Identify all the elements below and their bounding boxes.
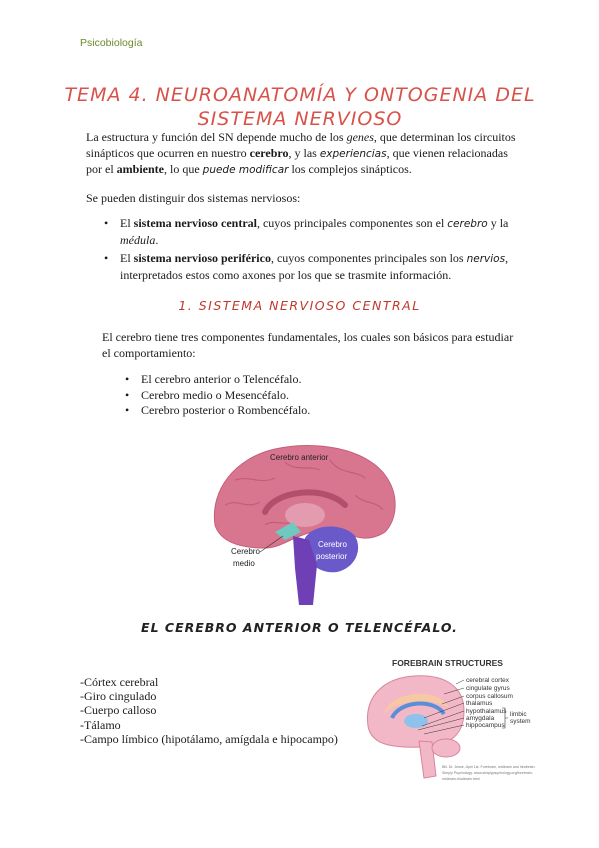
label-cerebro-posterior-2: posterior [316,552,348,561]
term-snc: sistema nervioso central [133,216,257,230]
forebrain-title: FOREBRAIN STRUCTURES [392,658,503,668]
list-item: -Giro cingulado [80,689,157,704]
forebrain-label: corpus callosum [466,693,513,700]
term-medula: médula [120,232,156,247]
intro-text: , y las [288,145,320,160]
list-item-peripheral [100,251,520,283]
item-text: El [120,251,134,265]
forebrain-structures-diagram [364,656,536,792]
term-genes: genes [346,130,374,144]
intro-text: , lo que [163,162,203,176]
list-item: -Campo límbico (hipotálamo, amígdala e hipocampo) [80,731,338,746]
intro-paragraph [86,130,516,179]
term-experiencias: experiencias [319,147,387,160]
forebrain-label: cerebral cortex [466,677,509,684]
item-text: , cuyos principales componentes son el [256,216,448,230]
forebrain-label: hippocampus [466,722,505,729]
label-cerebro-medio: Cerebro [231,547,260,556]
term-snp: sistema nervioso periférico [133,251,271,265]
item-text: El [120,216,134,230]
systems-intro: Se pueden distinguir dos sistemas nerviosos: [86,191,301,205]
list-item: -Tálamo [80,717,121,732]
forebrain-caption: Bill. Dr. Jesse, April 1st. Forebrain, midbrain and hindbrain. [442,765,536,769]
forebrain-label: cingulate gyrus [466,685,510,692]
term-nervios: nervios [466,253,506,265]
list-item: • Cerebro medio o Mesencéfalo. [121,388,421,404]
forebrain-label: hypothalamus [466,708,507,715]
forebrain-label: thalamus [466,700,493,707]
section-heading-snc: 1. SISTEMA NERVIOSO CENTRAL [178,298,421,313]
item-text: , interpretados estos como axones por los que se trasmite información. [120,251,509,282]
term-puede-modificar: puede modificar [202,164,289,176]
list-item-central [100,216,520,248]
list-item: • El cerebro anterior o Telencéfalo. [121,372,421,388]
forebrain-caption: midbrain-hindbrain.html [442,777,480,781]
section-paragraph: El cerebro tiene tres componentes fundamentales, los cuales son básicos para estudiar el comportamiento: [102,330,514,360]
telencefalo-structures-list [80,675,338,746]
list-item: -Cuerpo calloso [80,703,157,718]
label-cerebro-posterior: Cerebro [318,540,347,549]
list-item: • Cerebro posterior o Rombencéfalo. [121,403,421,419]
term-cerebro: cerebro [249,145,289,160]
page-title [60,83,540,131]
brain-parts-list [121,372,421,419]
list-item: -Córtex cerebral [80,675,159,689]
brain-diagram [205,440,400,605]
item-text: , cuyos componentes principales son los [270,251,467,265]
forebrain-caption: Simply Psychology. www.simplypsychology.org/forebrain- [442,771,533,775]
forebrain-label: amygdala [466,715,495,722]
label-cerebro-medio-2: medio [233,559,255,568]
intro-text: La estructura y función del SN depende mucho de los [86,130,347,144]
item-text: y la [487,216,509,230]
limbic-label: limbic [510,711,527,718]
systems-list [100,216,520,286]
intro-text: , que determinan los circuitos sinápticos que ocurren en nuestro [86,130,516,160]
document-header: Psicobiología [80,37,143,49]
term-cerebro-it: cerebro [447,218,488,230]
forebrain-cerebellum-shape [432,739,460,757]
intro-text: , que vienen relacionadas por el [86,145,508,176]
title-line-1: TEMA 4. NEUROANATOMÍA Y ONTOGENIA DEL [64,83,536,106]
title-line-2: SISTEMA NERVIOSO [197,107,403,130]
item-text: . [155,232,159,247]
term-ambiente: ambiente [116,162,164,176]
label-cerebro-anterior: Cerebro anterior [270,453,329,462]
forebrain-thalamus-shape [404,714,428,728]
forebrain-cortex-shape [367,676,464,748]
section-heading-telencefalo: EL CEREBRO ANTERIOR O TELENCÉFALO. [141,620,458,635]
intro-text: los complejos sinápticos. [288,162,412,176]
limbic-label-2: system [510,718,531,725]
